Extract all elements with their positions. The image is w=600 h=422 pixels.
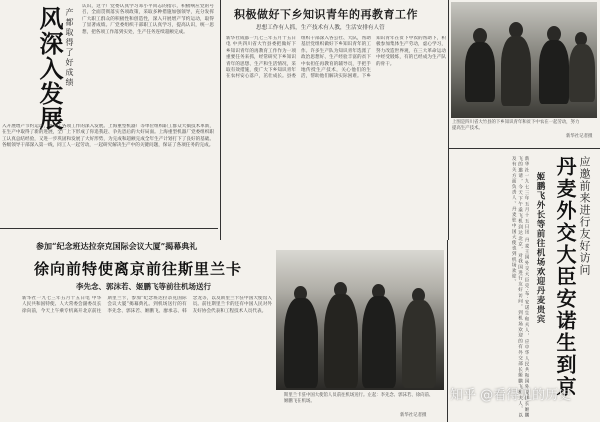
left-headline: 风深入发展 — [35, 6, 64, 131]
xu-article-title: 徐向前特使离京前往斯里兰卡 — [34, 260, 243, 278]
top-photo-caption: 上图是四川省大竹县的下乡知识青年和贫下中农在一起劳动，努力提高生产技术。 — [452, 120, 580, 131]
right-article-title: 丹麦外交大臣安诺生到京 — [553, 156, 577, 398]
right-article-body: 新华社一九七三年五月十五日讯 丹麦王国外交大臣克·布·安诺生和夫人，应中华人民共和国外交部长姬鹏飞的邀请，今天下午乘飞机到达北京，对我国进行友好访问。到机场欢迎的有外交部长姬鹏飞和夫人，以及有关方面负责人。丹麦驻中国大使也到机场欢迎。 — [511, 156, 529, 418]
xu-article-subtitle: 李先念、郭沫若、姬鹏飞等前往机场送行 — [76, 282, 211, 291]
left-mid-body: 入开展增产节约运动，推动了各项工作的深入发展。上海重型机器厂等单位组织职工群众大搞技术革新，在生产中取得了新的进展，全厂上下形成了你追我赶、争先恐后的大好局面。上海重型机器厂党委组织职工认真总结经验，又进一步巩固和发展了大好形势，为完成和超额完成全年生产计划打下了良好的基础。各级领导干部深入第一线，同工人一起劳动，一起研究解决生产中的关键问题，保证了各项任务的完成。 — [2, 124, 214, 149]
xu-article-body: 新华社一九七三年五月十五日电 中华人民共和国特使、人大常委会副委员长徐向前，今天上午乘专机离开北京前往斯里兰卡，参加“纪念班达拉奈克国际会议大厦”揭幕典礼。到机场送行的有李先念、郭沫若、姬鹏飞、廖承志、韩念龙等，以及斯里兰卡驻中国大使馆人员。前往斯里兰卡的还有中国人民对外友好协会代表和工程技术人员代表。 — [22, 296, 272, 314]
right-article-subtitle: 姬鹏飞外长等前往机场欢迎丹麦贵宾 — [535, 172, 545, 324]
banner-suffix: 揭幕典礼 — [165, 241, 198, 251]
top-photo-credit: 新华社记者摄 — [566, 134, 593, 139]
top-photo — [451, 2, 597, 118]
banner-kicker — [36, 241, 197, 252]
banner-prefix: 参加 — [36, 241, 52, 251]
bottom-photo-credit: 新华社记者摄 — [400, 413, 427, 418]
right-article-kicker: 应邀前来进行友好访问 — [578, 156, 591, 276]
bottom-photo-caption: 斯里兰卡驻中国大使馆人员前往机场送行。左起：李先念、郭沫若、徐向前、姬鹏飞在机场。 — [284, 393, 434, 404]
left-subheadline: 产都取得了好成绩 — [65, 8, 74, 88]
center-article-body: 新华社成都一九七三年五月十五日电 中共四川省大竹县委把做好下乡知识青年的再教育工作作为一项重要任务来抓，经常研究下乡知识青年的思想、生产和生活情况，采取有效措施，使广大下乡知识青年在农村安心落户，茁壮成长。县委组织干部深入各公社、大队，帮助基层党组织做好下乡知识青年的工作。许多生产队为知识青年选派了政治思想好、生产经验丰富的贫下中农担任再教育的辅导员，手把手地传授生产技术，关心他们的生活，帮助他们解决实际困难。下乡知识青年在贫下中农的帮助下，积极参加集体生产劳动，虚心学习，努力改造世界观，在三大革命运动中经受锻炼，有的已经成为生产队的骨干。 — [226, 36, 446, 80]
center-article-title: 积极做好下乡知识青年的再教育工作 — [234, 8, 418, 21]
watermark: 知乎 @看得见的历史 — [450, 388, 572, 403]
center-article-subtitle: 思想工作有人抓，生产技术有人教，生活安排有人管 — [256, 25, 385, 31]
bottom-photo — [276, 250, 444, 390]
left-top-body: 认识，这个厂党委认真学习邓小平同志的指示，积极响应党的号召，全面贯彻落实各项政策，采取多种措施加强领导，充分发挥广大职工群众的积极性和创造性，深入开展增产节约运动，取得了显著成绩。厂党委组织干部职工认真学习，提高认识，统一思想，把各项工作落到实处，生产任务连续超额完成。 — [82, 4, 214, 35]
banner-event: “纪念班达拉奈克国际会议大厦” — [52, 241, 166, 251]
